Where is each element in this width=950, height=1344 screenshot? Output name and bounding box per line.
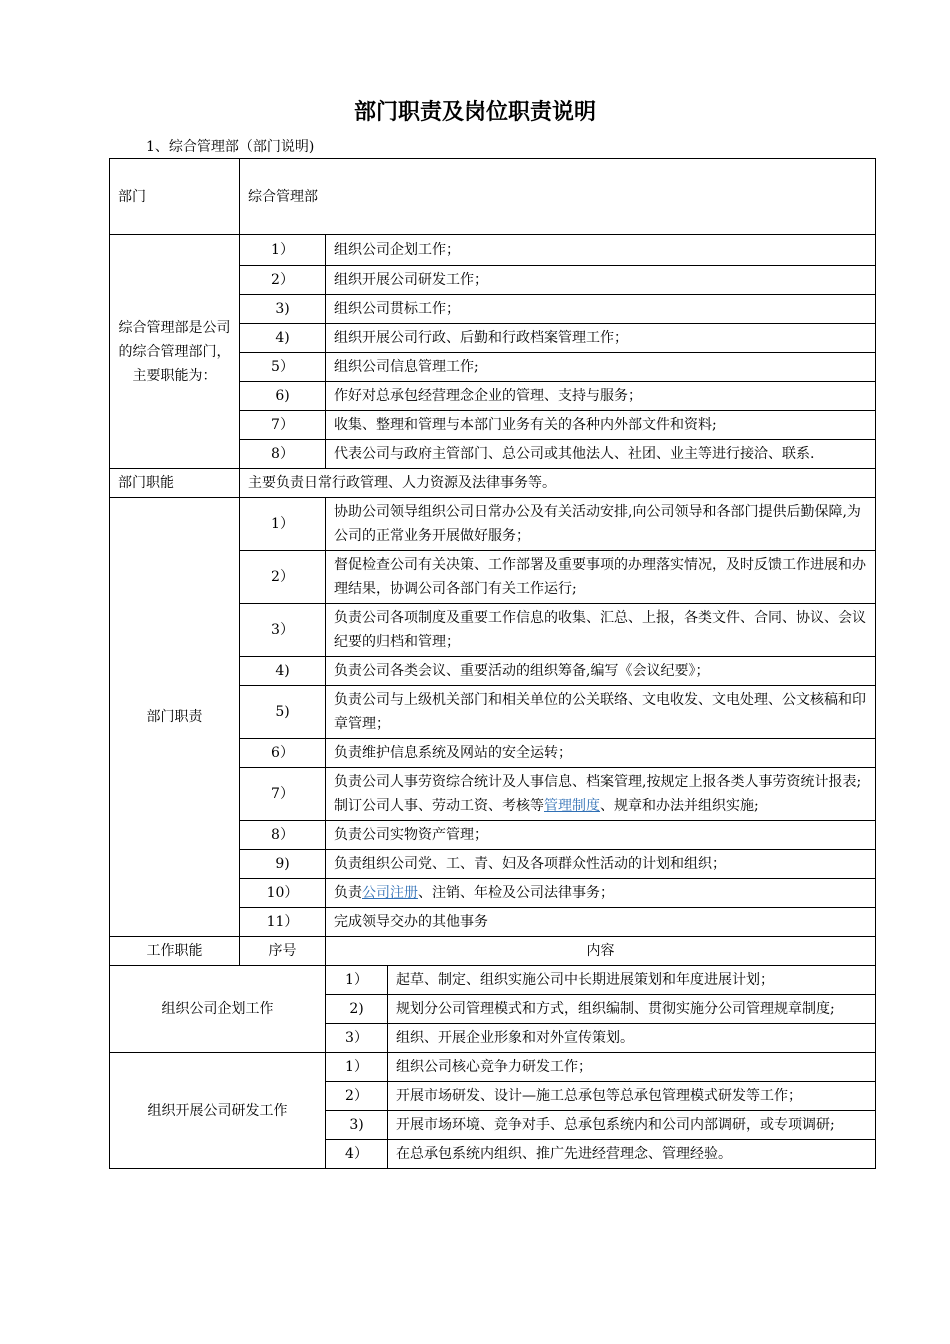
dept-function-label: 部门职能 — [110, 469, 240, 498]
list-number: 1） — [240, 498, 326, 551]
dept-value: 综合管理部 — [240, 159, 876, 235]
list-number: 2） — [240, 551, 326, 604]
list-item: 组织开展公司研发工作； — [326, 266, 876, 295]
list-number: 11） — [240, 908, 326, 937]
list-number: 4） — [326, 1140, 388, 1169]
list-number: 3) — [326, 1111, 388, 1140]
item-text: 负责公司人事劳资综合统计及人事信息、档案管理,按规定上报各类人事劳资统计报表;制订公司人事、劳动工资、考核等 — [334, 774, 862, 814]
dept-label: 部门 — [110, 159, 240, 235]
list-number: 1） — [326, 966, 388, 995]
list-item: 在总承包系统内组织、推广先进经营理念、管理经验。 — [388, 1140, 876, 1169]
work-group-label: 组织公司企划工作 — [110, 966, 326, 1053]
list-number: 3） — [326, 1024, 388, 1053]
list-item: 完成领导交办的其他事务 — [326, 908, 876, 937]
list-item — [326, 879, 876, 908]
company-registration-link[interactable]: 公司注册 — [362, 885, 418, 901]
list-number: 5） — [240, 353, 326, 382]
main-functions-label: 综合管理部是公司的综合管理部门，主要职能为： — [110, 235, 240, 469]
list-item: 组织公司企划工作； — [326, 235, 876, 266]
list-number: 3） — [240, 604, 326, 657]
list-number: 6） — [240, 739, 326, 768]
work-group-label: 组织开展公司研发工作 — [110, 1053, 326, 1169]
list-item: 规划分公司管理模式和方式，组织编制、贯彻实施分公司管理规章制度; — [388, 995, 876, 1024]
list-number: 2) — [326, 995, 388, 1024]
list-item: 组织公司贯标工作； — [326, 295, 876, 324]
list-number: 1） — [240, 235, 326, 266]
number-header: 序号 — [240, 937, 326, 966]
list-item: 负责维护信息系统及网站的安全运转； — [326, 739, 876, 768]
section-heading: 1、综合管理部（部门说明) — [146, 139, 315, 155]
item-text: 、注销、年检及公司法律事务； — [418, 885, 614, 901]
list-number: 3) — [240, 295, 326, 324]
work-function-header: 工作职能 — [110, 937, 240, 966]
list-item: 代表公司与政府主管部门、总公司或其他法人、社团、业主等进行接洽、联系. — [326, 440, 876, 469]
page-title: 部门职责及岗位职责说明 — [353, 99, 596, 125]
list-number: 9) — [240, 850, 326, 879]
management-system-link[interactable]: 管理制度 — [544, 798, 600, 814]
list-item: 负责公司实物资产管理； — [326, 821, 876, 850]
list-item: 收集、整理和管理与本部门业务有关的各种内外部文件和资料; — [326, 411, 876, 440]
list-item: 组织公司核心竞争力研发工作； — [388, 1053, 876, 1082]
list-number: 4) — [240, 324, 326, 353]
list-number: 5) — [240, 686, 326, 739]
list-number: 2） — [240, 266, 326, 295]
list-item: 组织、开展企业形象和对外宣传策划。 — [388, 1024, 876, 1053]
item-text: 、规章和办法并组织实施; — [600, 798, 759, 814]
list-item: 负责公司与上级机关部门和相关单位的公关联络、文电收发、文电处理、公文核稿和印章管理； — [326, 686, 876, 739]
list-item: 开展市场环境、竞争对手、总承包系统内和公司内部调研，或专项调研; — [388, 1111, 876, 1140]
list-item: 开展市场研发、设计—施工总承包等总承包管理模式研发等工作； — [388, 1082, 876, 1111]
list-number: 1） — [326, 1053, 388, 1082]
list-number: 7） — [240, 411, 326, 440]
list-number: 10） — [240, 879, 326, 908]
content-header: 内容 — [326, 937, 876, 966]
dept-duties-label: 部门职责 — [110, 498, 240, 937]
list-item: 负责公司各类会议、重要活动的组织筹备,编写《会议纪要》； — [326, 657, 876, 686]
list-number: 8） — [240, 821, 326, 850]
list-item: 协助公司领导组织公司日常办公及有关活动安排,向公司领导和各部门提供后勤保障,为公司的正常业务开展做好服务； — [326, 498, 876, 551]
dept-function-value: 主要负责日常行政管理、人力资源及法律事务等。 — [240, 469, 876, 498]
list-item: 负责组织公司党、工、青、妇及各项群众性活动的计划和组织； — [326, 850, 876, 879]
list-number: 2） — [326, 1082, 388, 1111]
list-number: 4) — [240, 657, 326, 686]
duties-table — [109, 158, 876, 1169]
list-number: 6) — [240, 382, 326, 411]
list-item: 负责公司各项制度及重要工作信息的收集、汇总、上报，各类文件、合同、协议、会议纪要的归档和管理； — [326, 604, 876, 657]
list-number: 8） — [240, 440, 326, 469]
list-item: 组织开展公司行政、后勤和行政档案管理工作； — [326, 324, 876, 353]
list-item — [326, 768, 876, 821]
list-number: 7） — [240, 768, 326, 821]
list-item: 作好对总承包经营理念企业的管理、支持与服务； — [326, 382, 876, 411]
list-item: 起草、制定、组织实施公司中长期进展策划和年度进展计划； — [388, 966, 876, 995]
item-text: 负责 — [334, 885, 362, 901]
list-item: 督促检查公司有关决策、工作部署及重要事项的办理落实情况，及时反馈工作进展和办理结果，协调公司各部门有关工作运行; — [326, 551, 876, 604]
list-item: 组织公司信息管理工作; — [326, 353, 876, 382]
